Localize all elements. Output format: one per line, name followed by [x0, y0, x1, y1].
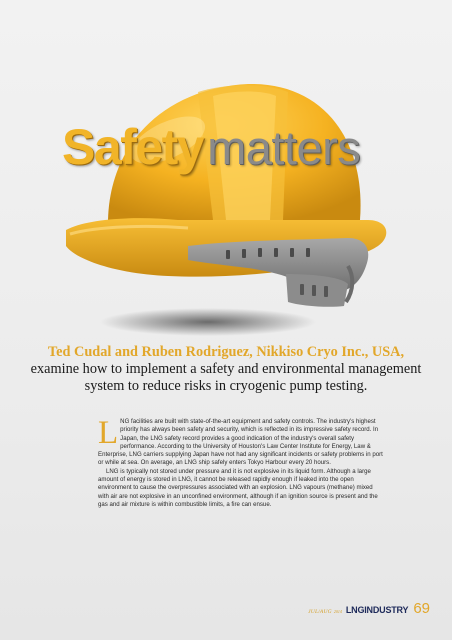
title-word-safety: Safety	[62, 119, 204, 175]
author-credit: Ted Cudal and Ruben Rodriguez, Nikkiso Cryo Inc., USA,	[47, 344, 405, 360]
title-word-matters: matters	[207, 121, 361, 174]
hard-hat-illustration	[48, 70, 408, 350]
body-paragraph-2: LNG is typically not stored under pressure and it is not explosive in its liquid form. Although a large amount of energy is stored in LNG, it cannot be released rapidly enough if leaked into the open environment to cause the overpressures associated with an explosion. LNG vapours (methane) mixed with air are not explosive in an unconfined environment, although if an ignition source is present and the gas and air mixture is within combustible limits, a fire can ensue.	[98, 467, 378, 508]
page-number: 69	[413, 600, 430, 617]
magazine-name: LNGINDUSTRY	[345, 605, 409, 615]
article-title	[62, 119, 361, 175]
paragraph-1-text: NG facilities are built with state-of-the-art equipment and safety controls. The industry's highest priority has always been safety and security, which is reflected in its impressive safety record. In Japan, the LNG safety record provides a good indication of the industry's overall safety performance. According to the University of Houston's Law Center Institute for Energy, Law & Enterprise, LNG carriers supplying Japan have not had any significant incidents or safety problems in port or while at sea. On average, an LNG ship safely enters Tokyo Harbour every 20 hours.	[98, 418, 383, 467]
article-body	[98, 415, 384, 509]
article-standfirst	[30, 344, 422, 395]
standfirst-text: examine how to implement a safety and environmental management system to reduce risks in cryogenic pump testing.	[30, 361, 422, 394]
issue-year: 2014	[333, 609, 342, 614]
issue-date: JUL/AUG	[308, 609, 332, 615]
page-footer	[308, 600, 430, 617]
drop-cap: L	[98, 415, 119, 451]
body-paragraph-1	[98, 415, 384, 468]
